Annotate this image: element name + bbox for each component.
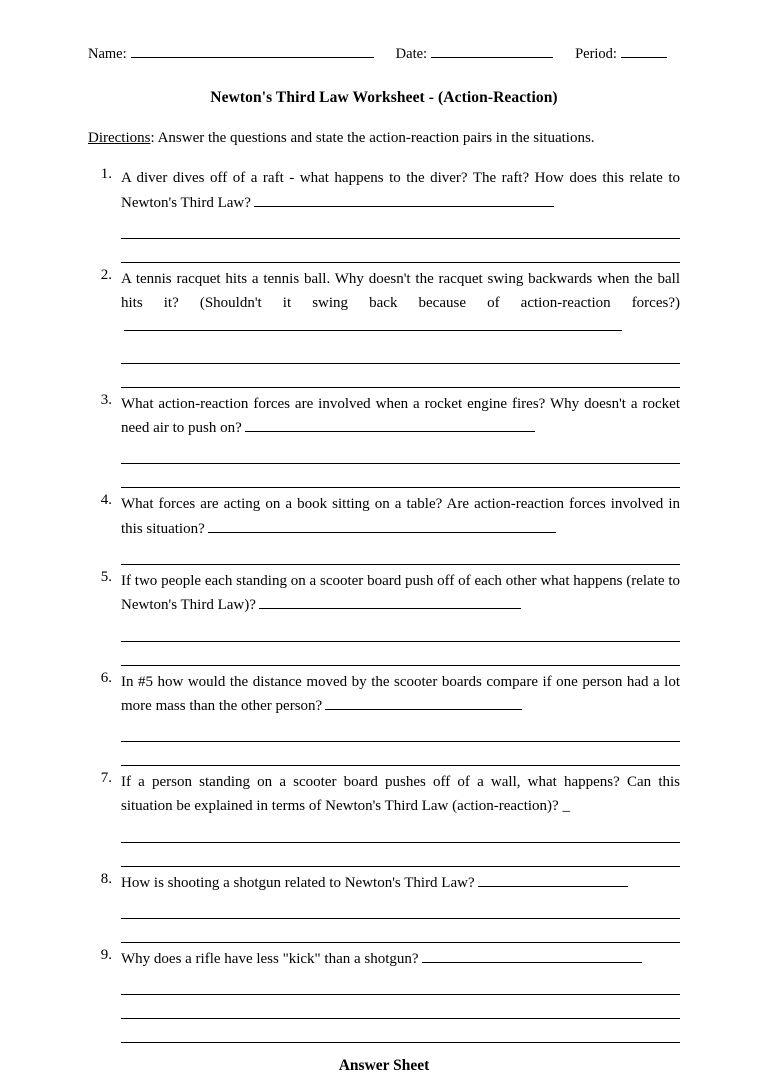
period-field[interactable] [621,44,667,58]
question-item [88,166,680,263]
question-text-block [121,392,680,441]
answer-blank-line[interactable] [121,440,680,464]
answer-blank-line[interactable] [121,718,680,742]
question-number: 9. [100,947,112,963]
question-text-block [121,492,680,541]
question-text-block [121,267,680,340]
date-field[interactable] [431,44,553,58]
question-number: 8. [100,870,112,887]
period-label: Period: [575,46,617,62]
answer-blank-line[interactable] [121,618,680,642]
answer-sheet-heading: Answer Sheet [338,1057,430,1075]
question-number: 4. [100,492,112,509]
question-text-block [121,166,680,215]
question-item [88,392,680,489]
answer-blank-line[interactable] [121,340,680,364]
question-number: 7. [100,770,112,787]
answer-blank-inline[interactable] [325,697,522,710]
question-item [88,569,680,666]
answer-blank-line[interactable] [121,215,680,239]
question-text: If two people each standing on a scooter board push off of each other what happens (relate to Newton's Third Law)? [121,572,680,614]
question-text: How is shooting a shotgun related to Newton's Third Law? [121,874,475,891]
question-text-block [121,947,680,971]
question-text-block [121,569,680,618]
question-text: If a person standing on a scooter board pushes off of a wall, what happens? Can this situation be explained in terms of Newton's Third Law (action-reaction)? _ [121,774,680,815]
question-text-block [121,871,680,895]
answer-blank-line[interactable] [121,843,680,867]
answer-blank-line[interactable] [121,239,680,263]
question-text: In #5 how would the distance moved by the scooter boards compare if one person had a lot more mass than the other person? [121,673,680,714]
question-number: 1. [100,166,112,183]
name-field[interactable] [131,44,374,58]
answer-blank-line[interactable] [121,971,680,995]
question-number: 2. [100,266,112,283]
page-title-main: Newton's Third Law Worksheet [210,89,425,106]
answer-blank-line[interactable] [121,895,680,919]
question-text: What action-reaction forces are involved when a rocket engine fires? Why doesn't a rocket need air to push on? [121,395,680,437]
question-list [88,166,680,1043]
answer-blank-line[interactable] [121,464,680,488]
answer-blank-inline[interactable] [254,194,554,207]
answer-blank-line[interactable] [121,919,680,943]
question-number: 3. [100,391,112,408]
directions-label: Directions [88,130,151,146]
question-text: Why does a rifle have less "kick" than a shotgun? [121,951,419,967]
name-label: Name: [88,46,127,62]
question-item [88,947,680,1043]
answer-blank-line[interactable] [121,995,680,1019]
answer-blank-inline[interactable] [422,950,642,963]
question-item [88,871,680,943]
question-text: A tennis racquet hits a tennis ball. Why doesn't the racquet swing backwards when the ball hits it? (Shouldn't it swing back because of action-reaction forces?) [121,270,680,312]
question-item [88,492,680,565]
question-number: 5. [100,568,112,585]
page-title [88,89,680,107]
answer-blank-inline[interactable] [478,874,628,887]
answer-blank-line[interactable] [121,364,680,388]
directions-text: : Answer the questions and state the action-reaction pairs in the situations. [150,130,595,146]
answer-blank-line[interactable] [121,1019,680,1043]
answer-blank-inline[interactable] [245,419,535,432]
question-text-block [121,670,680,719]
question-item [88,770,680,867]
answer-blank-line[interactable] [121,819,680,843]
directions [88,127,680,150]
answer-blank-inline[interactable] [208,520,556,533]
question-item [88,267,680,388]
answer-blank-line[interactable] [121,541,680,565]
answer-blank-line[interactable] [121,642,680,666]
date-label: Date: [395,46,428,62]
answer-blank-line[interactable] [121,742,680,766]
question-item [88,670,680,767]
question-text: A diver dives off of a raft - what happens to the diver? The raft? How does this relate to Newton's Third Law? [121,170,680,211]
student-info-row [88,44,680,63]
answer-blank-inline[interactable] [259,596,521,609]
question-text-block [121,770,680,819]
question-number: 6. [100,669,112,686]
page-title-suffix: - (Action-Reaction) [424,89,558,106]
answer-blank-inline[interactable] [124,318,622,331]
question-text: What forces are acting on a book sitting on a table? Are action-reaction forces involved in this situation? [121,496,680,537]
